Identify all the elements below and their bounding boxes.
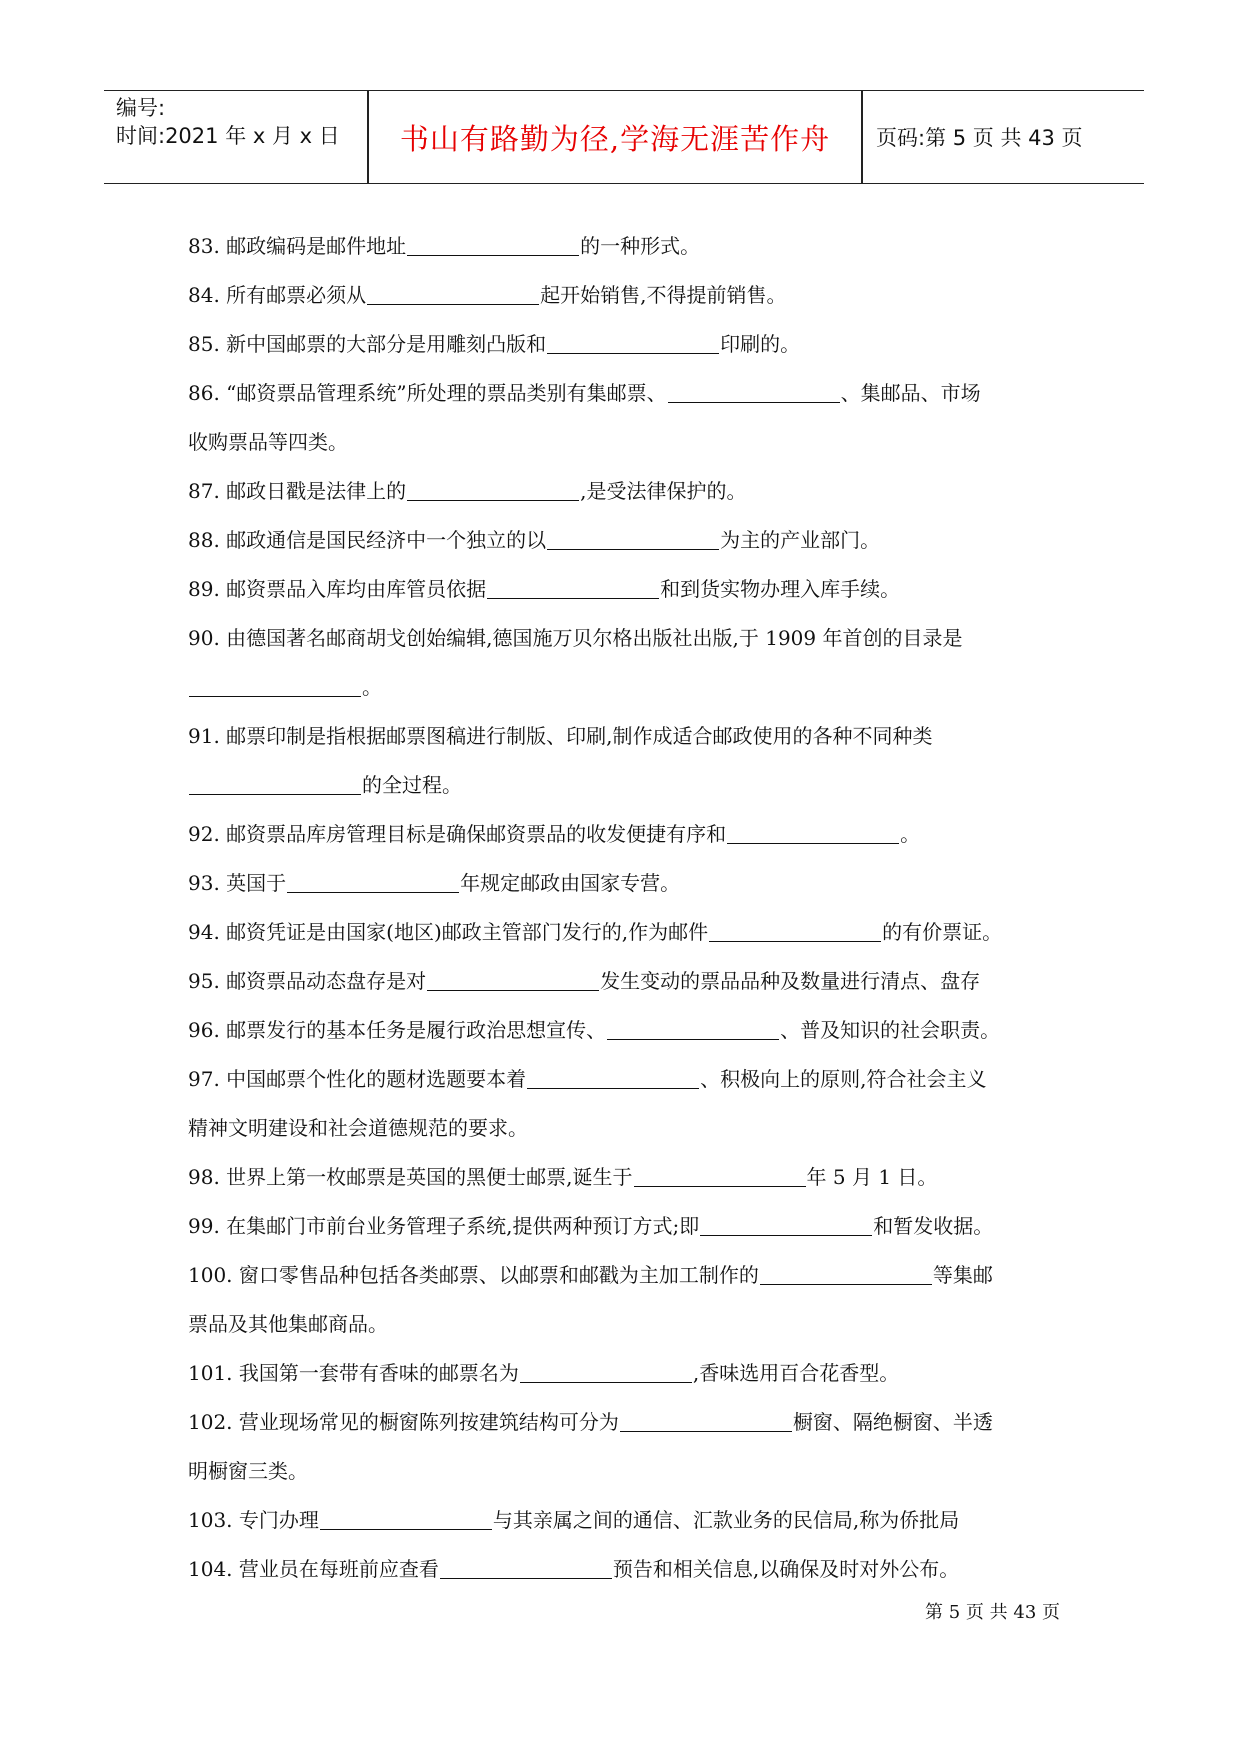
- answer-blank[interactable]: [547, 333, 719, 354]
- page-footer: 第 5 页 共 43 页: [925, 1602, 1060, 1623]
- question-text: 票品及其他集邮商品。: [188, 1312, 388, 1336]
- question-text: 93. 英国于: [188, 871, 287, 895]
- question-line: [188, 859, 1068, 908]
- question-text-after: 的有价票证。: [882, 920, 1003, 944]
- answer-blank[interactable]: [668, 382, 840, 403]
- question-text: 98. 世界上第一枚邮票是英国的黑便士邮票,诞生于: [188, 1165, 633, 1189]
- question-line: [188, 222, 1068, 271]
- question-text-after: 等集邮: [932, 1263, 993, 1287]
- question-text: 99. 在集邮门市前台业务管理子系统,提供两种预订方式;即: [188, 1214, 700, 1238]
- question-text-after: 年 5 月 1 日。: [806, 1165, 938, 1189]
- question-text-after: ,香味选用百合花香型。: [692, 1361, 900, 1385]
- question-line: [188, 320, 1068, 369]
- question-text-after: ,是受法律保护的。: [580, 479, 747, 503]
- answer-blank[interactable]: [189, 774, 361, 795]
- question-line: [188, 1300, 1068, 1349]
- answer-blank[interactable]: [407, 480, 579, 501]
- answer-blank[interactable]: [634, 1166, 806, 1187]
- question-line: [188, 565, 1068, 614]
- answer-blank[interactable]: [620, 1411, 792, 1432]
- question-text-after: 、积极向上的原则,符合社会主义: [700, 1067, 987, 1091]
- question-line: [188, 663, 1068, 712]
- question-text: 94. 邮资凭证是由国家(地区)邮政主管部门发行的,作为邮件: [188, 920, 709, 944]
- answer-blank[interactable]: [727, 823, 899, 844]
- question-line: [188, 614, 1068, 663]
- question-line: [188, 810, 1068, 859]
- question-text: 87. 邮政日戳是法律上的: [188, 479, 407, 503]
- question-text-after: 的一种形式。: [580, 234, 701, 258]
- answer-blank[interactable]: [520, 1362, 692, 1383]
- question-line: [188, 957, 1068, 1006]
- question-text: 85. 新中国邮票的大部分是用雕刻凸版和: [188, 332, 547, 356]
- answer-blank[interactable]: [487, 578, 659, 599]
- question-text: 100. 窗口零售品种包括各类邮票、以邮票和邮戳为主加工制作的: [188, 1263, 759, 1287]
- doc-number-label: 编号:: [116, 96, 166, 120]
- question-text-after: 为主的产业部门。: [720, 528, 881, 552]
- question-line: [188, 1349, 1068, 1398]
- question-text-after: 与其亲属之间的通信、汇款业务的民信局,称为侨批局: [492, 1508, 960, 1532]
- answer-blank[interactable]: [440, 1558, 612, 1579]
- question-text: 102. 营业现场常见的橱窗陈列按建筑结构可分为: [188, 1410, 619, 1434]
- question-line: [188, 1447, 1068, 1496]
- question-text: 精神文明建设和社会道德规范的要求。: [188, 1116, 528, 1140]
- question-text-after: 和暂发收据。: [873, 1214, 994, 1238]
- question-text-after: 。: [362, 675, 382, 699]
- question-text-after: 的全过程。: [362, 773, 462, 797]
- question-line: [188, 418, 1068, 467]
- answer-blank[interactable]: [547, 529, 719, 550]
- header-meta: [116, 91, 362, 183]
- question-line: [188, 271, 1068, 320]
- question-line: [188, 1055, 1068, 1104]
- answer-blank[interactable]: [607, 1019, 779, 1040]
- question-line: [188, 1202, 1068, 1251]
- question-line: [188, 1545, 1068, 1594]
- question-line: [188, 1398, 1068, 1447]
- answer-blank[interactable]: [367, 284, 539, 305]
- question-line: [188, 908, 1068, 957]
- header-motto: 书山有路勤为径,学海无涯苦作舟: [399, 121, 831, 156]
- question-line: [188, 1153, 1068, 1202]
- answer-blank[interactable]: [287, 872, 459, 893]
- question-text: 89. 邮资票品入库均由库管员依据: [188, 577, 487, 601]
- question-text: 收购票品等四类。: [188, 430, 348, 454]
- question-text: 104. 营业员在每班前应查看: [188, 1557, 439, 1581]
- question-list: [188, 222, 1068, 1594]
- question-text: 明橱窗三类。: [188, 1459, 308, 1483]
- page-header: [104, 90, 1144, 184]
- question-line: [188, 1251, 1068, 1300]
- question-text: 92. 邮资票品库房管理目标是确保邮资票品的收发便捷有序和: [188, 822, 727, 846]
- question-line: [188, 369, 1068, 418]
- question-text-after: 起开始销售,不得提前销售。: [540, 283, 787, 307]
- question-text: 103. 专门办理: [188, 1508, 319, 1532]
- question-line: [188, 1006, 1068, 1055]
- header-page-info: 页码:第 5 页 共 43 页: [876, 126, 1083, 150]
- question-text: 97. 中国邮票个性化的题材选题要本着: [188, 1067, 527, 1091]
- doc-time-label: 时间:2021 年 x 月 x 日: [116, 124, 340, 148]
- question-line: [188, 712, 1068, 761]
- header-motto-cell: [369, 91, 861, 183]
- question-line: [188, 516, 1068, 565]
- question-text: 91. 邮票印制是指根据邮票图稿进行制版、印刷,制作成适合邮政使用的各种不同种类: [188, 724, 933, 748]
- question-line: [188, 1496, 1068, 1545]
- question-text-after: 印刷的。: [720, 332, 801, 356]
- header-page-cell: [876, 91, 1136, 183]
- question-text-after: 。: [900, 822, 921, 846]
- question-text-after: 和到货实物办理入库手续。: [660, 577, 901, 601]
- question-text: 84. 所有邮票必须从: [188, 283, 367, 307]
- question-text: 88. 邮政通信是国民经济中一个独立的以: [188, 528, 547, 552]
- question-text: 86. “邮资票品管理系统”所处理的票品类别有集邮票、: [188, 381, 667, 405]
- question-text-after: 年规定邮政由国家专营。: [460, 871, 681, 895]
- answer-blank[interactable]: [189, 676, 361, 697]
- answer-blank[interactable]: [709, 921, 881, 942]
- question-text: 90. 由德国著名邮商胡戈创始编辑,德国施万贝尔格出版社出版,于 1909 年首创的目录是: [188, 626, 963, 650]
- answer-blank[interactable]: [760, 1264, 932, 1285]
- question-text-after: 橱窗、隔绝橱窗、半透: [792, 1410, 993, 1434]
- question-line: [188, 467, 1068, 516]
- question-text: 83. 邮政编码是邮件地址: [188, 234, 407, 258]
- answer-blank[interactable]: [407, 235, 579, 256]
- question-text-after: 、普及知识的社会职责。: [780, 1018, 1001, 1042]
- answer-blank[interactable]: [527, 1068, 699, 1089]
- question-text: 95. 邮资票品动态盘存是对: [188, 969, 427, 993]
- question-text-after: 发生变动的票品品种及数量进行清点、盘存: [600, 969, 981, 993]
- answer-blank[interactable]: [427, 970, 599, 991]
- question-text: 101. 我国第一套带有香味的邮票名为: [188, 1361, 519, 1385]
- question-line: [188, 1104, 1068, 1153]
- answer-blank[interactable]: [320, 1509, 492, 1530]
- question-line: [188, 761, 1068, 810]
- question-text: 96. 邮票发行的基本任务是履行政治思想宣传、: [188, 1018, 607, 1042]
- question-text-after: 预告和相关信息,以确保及时对外公布。: [612, 1557, 960, 1581]
- header-divider: [861, 91, 863, 183]
- answer-blank[interactable]: [700, 1215, 872, 1236]
- question-text-after: 、集邮品、市场: [840, 381, 981, 405]
